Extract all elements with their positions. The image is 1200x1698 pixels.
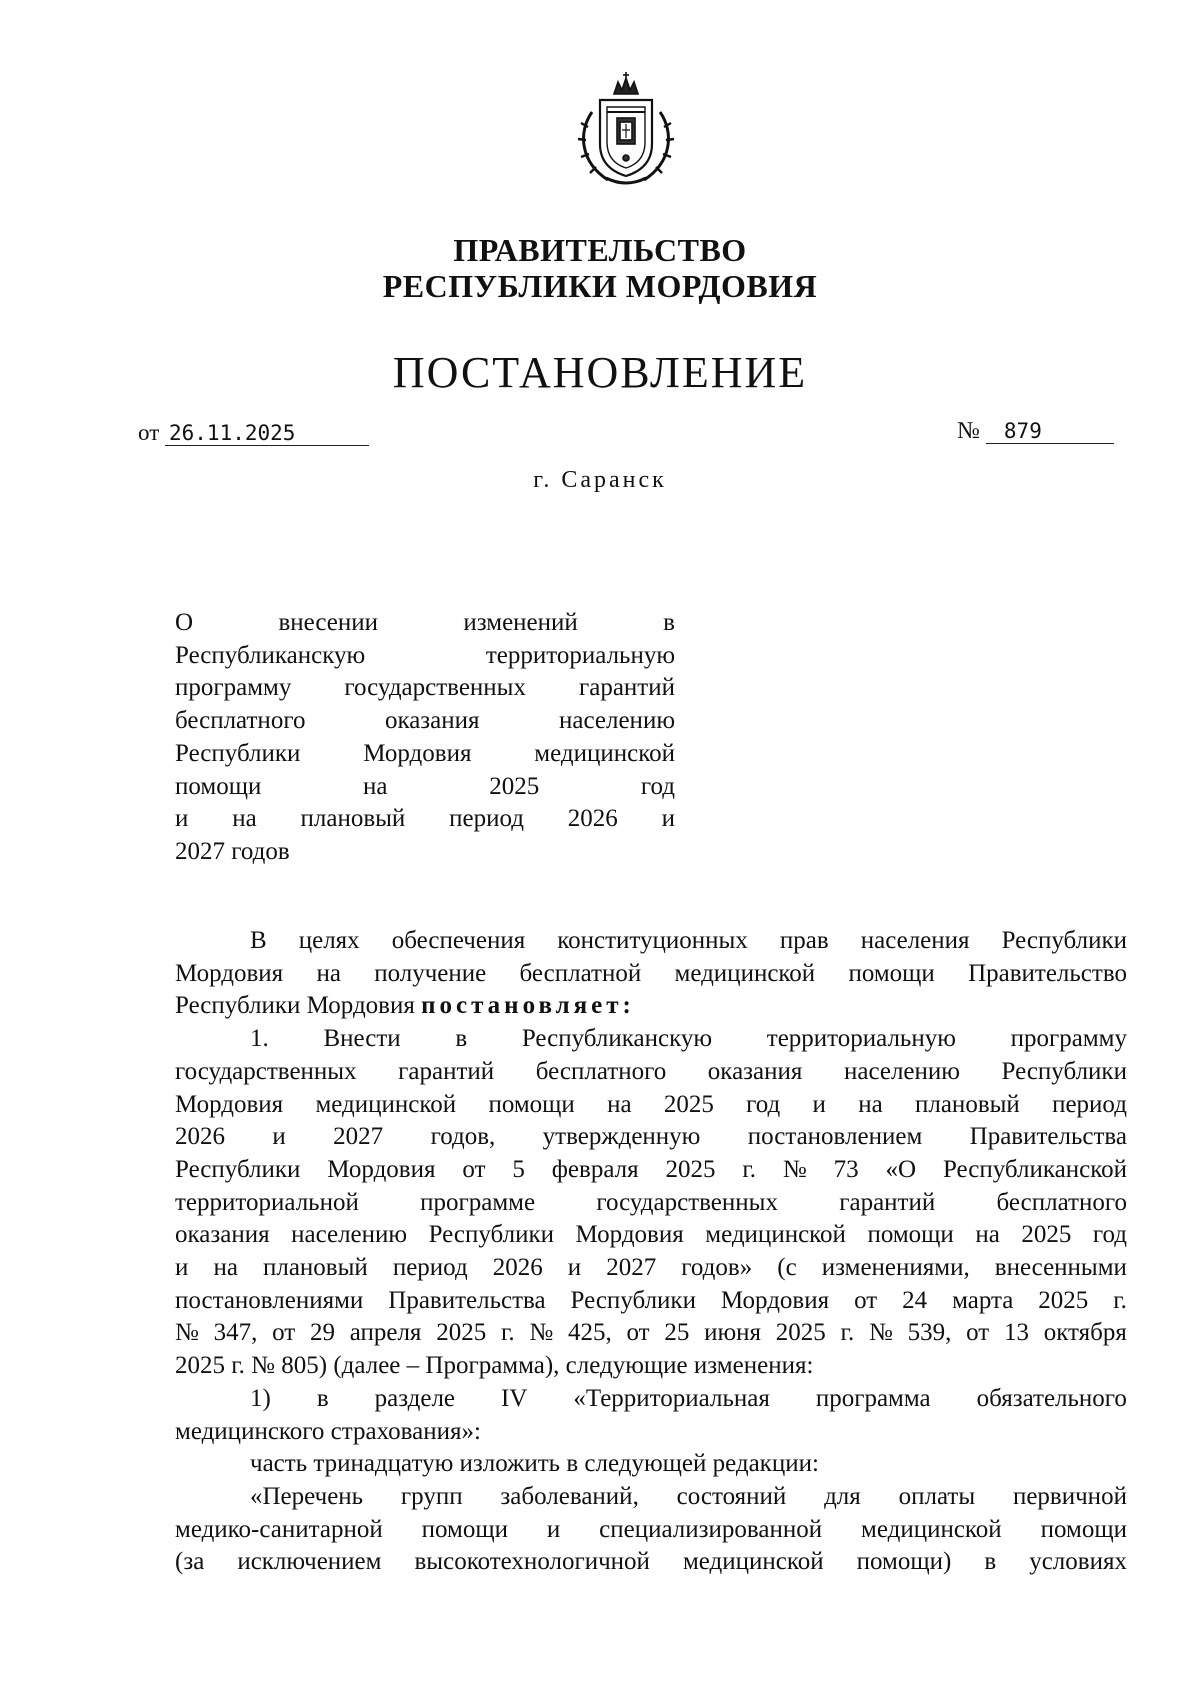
subitem-1-last-line: [175, 1416, 1127, 1449]
subject-word: 2025: [489, 772, 540, 800]
body-text: [175, 925, 1127, 1579]
text-line: и на плановый период 2026 и 2027 годов» (с изменениями, внесенными: [175, 1254, 1127, 1282]
text-line: территориальной программе государственных гарантий бесплатного: [175, 1188, 1127, 1216]
number-value: 879: [986, 419, 1114, 444]
text-line: № 347, от 29 апреля 2025 г. № 425, от 25 июня 2025 г. № 539, от 13 октября: [175, 1319, 1127, 1347]
item-1-last-line: [175, 1350, 1127, 1383]
date-field: [138, 420, 369, 446]
subject-word: 2027 годов: [175, 837, 290, 865]
decision-word: постановляет:: [421, 992, 635, 1020]
date-prefix: от: [138, 420, 160, 445]
subject-word: плановый: [300, 805, 406, 833]
text-line: Республики Мордовия от 5 февраля 2025 г. № 73 «О Республиканской: [175, 1155, 1127, 1183]
text-line: оказания населению Республики Мордовия медицинской помощи на 2025 год: [175, 1221, 1127, 1249]
text-line: постановлениями Правительства Республики Мордовия от 24 марта 2025 г.: [175, 1286, 1127, 1314]
subject-word: территориальную: [485, 641, 675, 669]
government-title-line1: ПРАВИТЕЛЬСТВО: [453, 232, 747, 268]
subject-word: Республиканскую: [175, 641, 366, 669]
subject-word: гарантий: [578, 674, 675, 702]
preamble-last-line: [175, 990, 1127, 1023]
subject-block: [175, 607, 675, 869]
document-type-title: ПОСТАНОВЛЕНИЕ: [392, 348, 808, 397]
subject-word: оказания: [384, 707, 480, 735]
subject-word: 2026: [567, 805, 618, 833]
subject-word: программу: [175, 674, 292, 702]
subject-line: [175, 771, 675, 804]
subject-word: и: [661, 805, 675, 833]
subject-word: изменений: [463, 609, 578, 636]
paragraph-subitem-1: [175, 1383, 1127, 1416]
subject-word: государственных: [344, 674, 526, 702]
paragraph-item-1: [175, 1023, 1127, 1350]
subject-line: [175, 738, 675, 771]
subject-word: бесплатного: [175, 707, 306, 735]
city-label: г. Саранск: [533, 467, 667, 493]
subject-word: в: [663, 609, 675, 636]
subject-line: [175, 803, 675, 836]
item-1-last-text: 2025 г. № 805) (далее – Программа), следующие изменения:: [175, 1352, 814, 1380]
text-line: медико-санитарной помощи и специализированной медицинской помощи: [175, 1515, 1127, 1543]
coat-of-arms-icon: [570, 72, 682, 190]
subject-line: [175, 607, 675, 640]
text-line: государственных гарантий бесплатного оказания населению Республики: [175, 1057, 1127, 1085]
subject-word: Республики: [175, 739, 301, 767]
text-line: (за исключением высокотехнологичной медицинской помощи) в условиях: [175, 1548, 1127, 1576]
text-line: 2026 и 2027 годов, утвержденную постановлением Правительства: [175, 1123, 1127, 1151]
subject-word: на: [363, 772, 388, 800]
paragraph-part-13: [175, 1448, 1127, 1481]
subject-word: Мордовия: [363, 739, 472, 767]
subitem-1-last-text: медицинского страхования»:: [175, 1417, 481, 1445]
subject-word: период: [449, 805, 524, 833]
text-line: Мордовия на получение бесплатной медицинской помощи Правительство: [175, 959, 1127, 987]
date-value: 26.11.2025: [165, 421, 369, 446]
paragraph-list-intro: [175, 1481, 1127, 1579]
subject-word: год: [640, 772, 675, 800]
text-line: 1) в разделе IV «Территориальная программа обязательного: [250, 1384, 1127, 1412]
subject-word: помощи: [175, 772, 262, 800]
subject-line: [175, 640, 675, 673]
government-title-line2: РЕСПУБЛИКИ МОРДОВИЯ: [382, 268, 818, 304]
text-line: 1. Внести в Республиканскую территориальную программу: [250, 1025, 1127, 1053]
text-line: В целях обеспечения конституционных прав населения Республики: [250, 927, 1127, 954]
number-prefix: №: [957, 418, 980, 444]
subject-word: и: [175, 805, 189, 833]
subject-word: на: [232, 805, 257, 833]
paragraph-preamble: [175, 925, 1127, 990]
text-line: «Перечень групп заболеваний, состояний для оплаты первичной: [250, 1482, 1127, 1510]
subject-word: О: [175, 609, 194, 636]
subject-line: [175, 836, 675, 869]
subject-line: [175, 672, 675, 705]
preamble-last-text: Республики Мордовия: [175, 992, 422, 1020]
subject-line: [175, 705, 675, 738]
subject-word: внесении: [278, 609, 378, 636]
number-field: [957, 418, 1114, 445]
text-line: Мордовия медицинской помощи на 2025 год и на плановый период: [175, 1090, 1127, 1118]
subject-word: медицинской: [534, 739, 675, 767]
subject-word: населению: [559, 707, 675, 735]
part-13-text: часть тринадцатую изложить в следующей редакции:: [250, 1450, 819, 1478]
